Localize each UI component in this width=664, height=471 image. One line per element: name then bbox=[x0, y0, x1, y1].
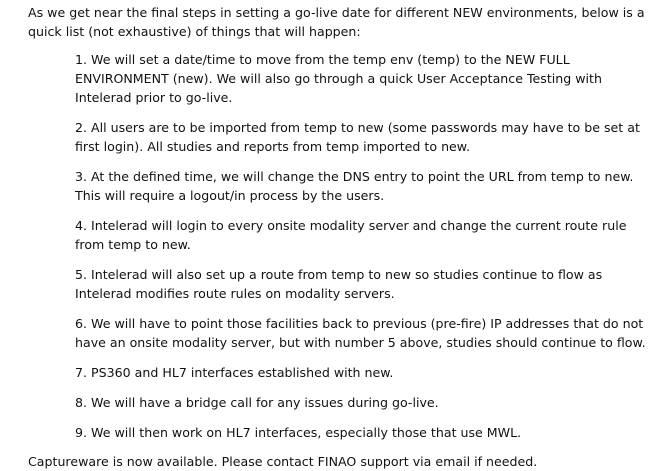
list-item-5: 5. Intelerad will also set up a route from temp to new so studies continue to flow as Intelerad modifies route rules on modality servers. bbox=[75, 267, 603, 301]
list-item-6: 6. We will have to point those facilities back to previous (pre-fire) IP addresses that do not have an onsite modality server, but with number 5 above, studies should continue to flow. bbox=[75, 316, 646, 350]
footer-paragraph: Captureware is now available. Please contact FINAO support via email if needed. bbox=[28, 454, 538, 469]
document-body bbox=[28, 3, 656, 471]
list-item-8: 8. We will have a bridge call for any issues during go-live. bbox=[75, 395, 439, 410]
list-item-1: 1. We will set a date/time to move from the temp env (temp) to the NEW FULL ENVIRONMENT (new). We will also go through a quick User Acceptance Testing with Intelerad prior to go-live. bbox=[75, 52, 602, 105]
list-item-3: 3. At the defined time, we will change the DNS entry to point the URL from temp to new. This will require a logout/in process by the users. bbox=[75, 169, 634, 203]
list-item-2: 2. All users are to be imported from temp to new (some passwords may have to be set at first login). All studies and reports from temp imported to new. bbox=[75, 120, 640, 154]
intro-paragraph: As we get near the final steps in setting a go-live date for different NEW environments, below is a quick list (not exhaustive) of things that will happen: bbox=[28, 5, 645, 39]
steps-list bbox=[75, 50, 655, 442]
list-item-7: 7. PS360 and HL7 interfaces established with new. bbox=[75, 365, 394, 380]
list-item-4: 4. Intelerad will login to every onsite modality server and change the current route rule from temp to new. bbox=[75, 218, 627, 252]
list-item-9: 9. We will then work on HL7 interfaces, especially those that use MWL. bbox=[75, 425, 522, 440]
